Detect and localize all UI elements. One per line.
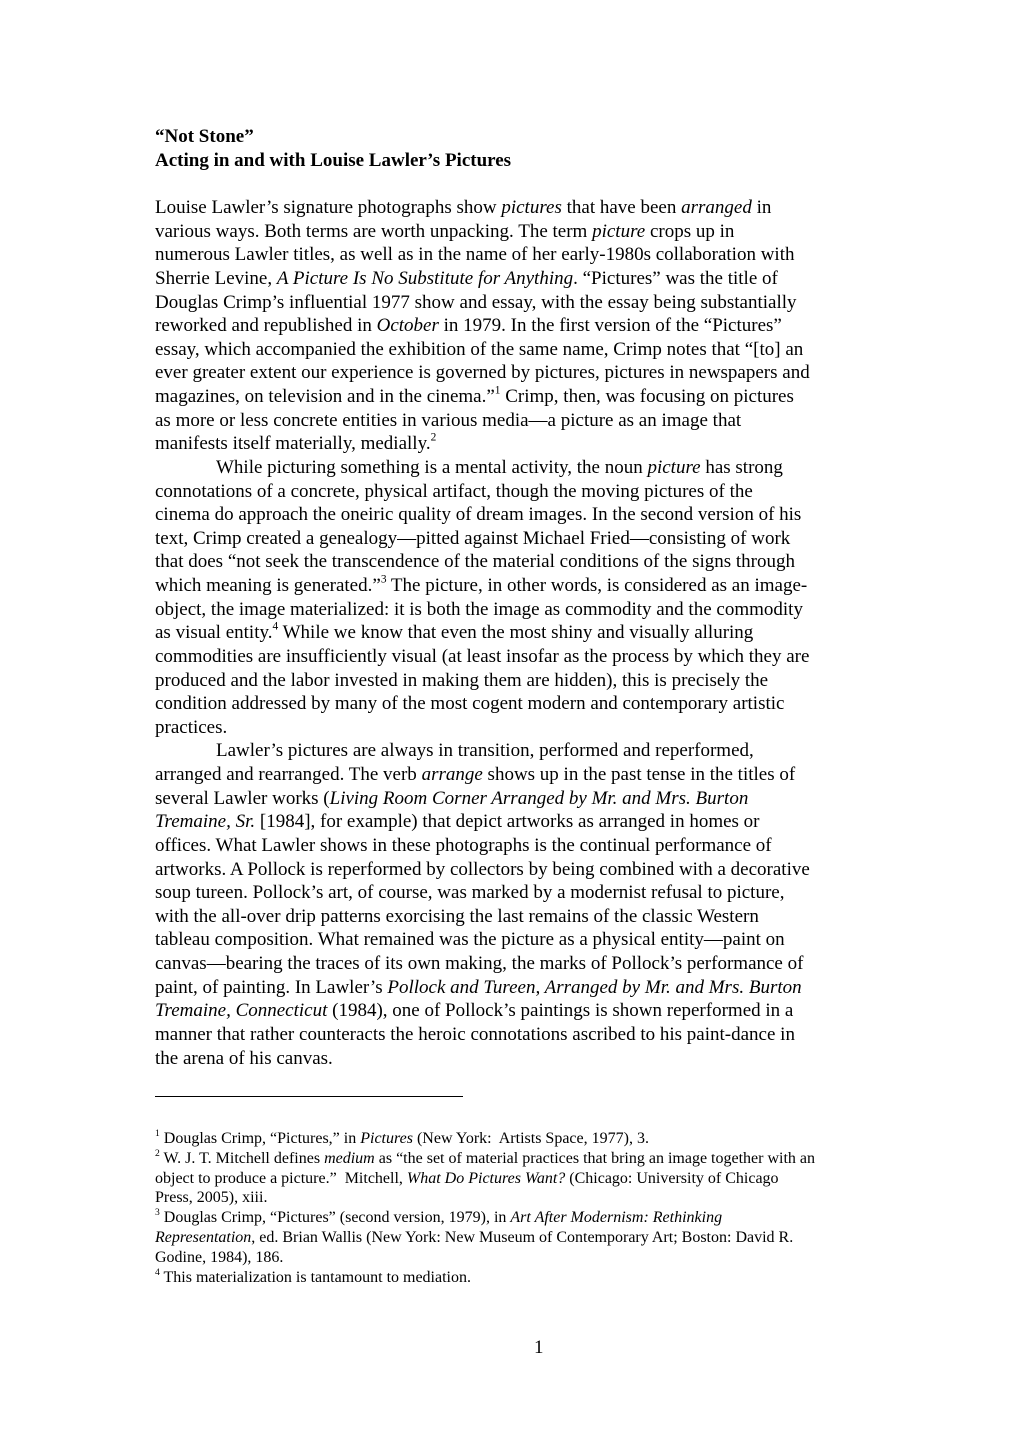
paragraph-line [155, 905, 875, 929]
text-run: condition addressed by many of the most cogent modern and contemporary artistic [155, 693, 785, 715]
text-run: essay, which accompanied the exhibition of the same name, Crimp notes that “[to] an [155, 338, 804, 360]
paragraph-line [155, 692, 875, 716]
text-run: connotations of a concrete, physical artifact, though the moving pictures of the [155, 480, 753, 502]
text-run: various ways. Both terms are worth unpacking. The term [155, 220, 593, 242]
paragraph-line [155, 220, 875, 244]
paragraph-line [155, 338, 875, 362]
paragraph-line [155, 503, 875, 527]
paragraph-line [155, 763, 875, 787]
paragraph-line [155, 409, 875, 433]
text-run: as more or less concrete entities in various media—a picture as an image that [155, 409, 742, 431]
text-run: produced and the labor invested in making them are hidden), this is precisely the [155, 669, 769, 691]
text-run: Lawler’s pictures are always in transition, performed and reperformed, [216, 740, 754, 762]
italic-text: arranged [681, 197, 752, 218]
text-run: , ed. Brian Wallis (New York: New Museum of Contemporary Art; Boston: David R. [251, 1228, 794, 1246]
text-run: in 1979. In the first version of the “Pictures” [438, 315, 782, 337]
paragraph-line [155, 858, 875, 882]
paragraph-line [155, 550, 875, 574]
document-title [155, 125, 511, 172]
text-run: Sherrie Levine, [155, 267, 277, 289]
paragraph-line [155, 574, 875, 598]
text-run: in [751, 197, 772, 218]
footnote-ref: 4 [155, 1266, 160, 1278]
text-run: that have been [561, 197, 682, 218]
footnote-ref: 1 [494, 384, 501, 397]
text-run: tableau composition. What remained was the picture as a physical entity—paint on [155, 929, 785, 951]
text-run: This materialization is tantamount to mediation. [159, 1268, 471, 1286]
italic-text: Living Room Corner Arranged by Mr. and Mrs. Burton [329, 787, 749, 809]
paragraph-line [155, 314, 875, 338]
italic-text: Tremaine, Connecticut [155, 1000, 328, 1022]
paragraph-line [155, 385, 875, 409]
text-run: text, Crimp created a genealogy—pitted against Michael Fried—consisting of work [155, 527, 791, 549]
text-run: several Lawler works ( [155, 787, 330, 809]
text-run: offices. What Lawler shows in these photographs is the continual performance of [155, 834, 772, 856]
paragraph-line [155, 716, 875, 740]
title-line-1: “Not Stone” [155, 126, 254, 147]
text-run: with the all-over drip patterns exorcising the last remains of the classic Western [155, 905, 759, 927]
text-run: artworks. A Pollock is reperformed by collectors by being combined with a decorative [155, 858, 810, 880]
text-run: (1984), one of Pollock’s paintings is shown reperformed in a [327, 1000, 794, 1022]
body-text [155, 196, 875, 1070]
text-run: the arena of his canvas. [155, 1047, 333, 1069]
footnote-ref: 3 [155, 1207, 160, 1218]
paragraph-line [155, 928, 875, 952]
text-run: object, the image materialized: it is both the image as commodity and the commodity [155, 598, 803, 620]
footnote-separator [155, 1096, 463, 1097]
paragraph-line [155, 810, 875, 834]
text-run: Press, 2005), xiii. [155, 1189, 268, 1207]
paragraph-line [155, 480, 875, 504]
text-run: While picturing something is a mental activity, the noun [216, 456, 648, 478]
text-run: arranged and rearranged. The verb [155, 764, 422, 785]
text-run: Douglas Crimp, “Pictures” (second version, 1979), in [159, 1209, 511, 1227]
footnote-line [155, 1188, 875, 1208]
footnote-line [155, 1169, 875, 1189]
paragraph-line [155, 645, 875, 669]
text-run: W. J. T. Mitchell defines [159, 1149, 325, 1167]
paragraph-line [155, 952, 875, 976]
paragraph-line [155, 196, 875, 220]
italic-text: October [376, 315, 439, 337]
footnote-ref: 3 [380, 573, 387, 586]
text-run: practices. [155, 716, 228, 738]
text-run: object to produce a picture.” Mitchell, [155, 1169, 407, 1187]
text-run: (New York: Artists Space, 1977), 3. [412, 1130, 649, 1147]
italic-text: Representation [155, 1228, 252, 1246]
footnote-line [155, 1268, 875, 1288]
text-run: manifests itself materially, medially. [155, 433, 431, 455]
text-run: that does “not seek the transcendence of the material conditions of the signs through [155, 551, 796, 573]
paragraph-line [155, 1047, 875, 1071]
paragraph-line [155, 881, 875, 905]
text-run: (Chicago: University of Chicago [565, 1169, 779, 1187]
italic-text: Pictures [360, 1130, 413, 1147]
paragraph-line [155, 621, 875, 645]
footnote-ref: 1 [155, 1127, 160, 1139]
text-run: magazines, on television and in the cinema.” [155, 386, 495, 407]
text-run: as visual entity. [155, 622, 273, 644]
italic-text: A Picture Is No Substitute for Anything [276, 267, 574, 289]
paragraph-line [155, 527, 875, 551]
text-run: which meaning is generated.” [155, 575, 381, 596]
text-run: paint, of painting. In Lawler’s [155, 976, 388, 998]
paragraph-line [155, 291, 875, 315]
paragraph-line [155, 598, 875, 622]
text-run: ever greater extent our experience is governed by pictures, pictures in newspapers and [155, 362, 810, 384]
italic-text: picture [647, 456, 701, 478]
text-run: Crimp, then, was focusing on pictures [500, 386, 794, 407]
paragraph-line [155, 456, 875, 480]
paragraph-line [155, 1023, 875, 1047]
text-run: reworked and republished in [155, 315, 377, 337]
footnote-ref: 4 [272, 620, 279, 633]
italic-text: medium [324, 1149, 375, 1167]
italic-text: Art After Modernism: Rethinking [510, 1209, 723, 1227]
footnote-line [155, 1129, 875, 1149]
text-run: Godine, 1984), 186. [155, 1248, 284, 1266]
text-run: Douglas Crimp’s influential 1977 show and essay, with the essay being substantially [155, 291, 797, 313]
footnote-line [155, 1228, 875, 1248]
paragraph-line [155, 361, 875, 385]
text-run: [1984], for example) that depict artworks as arranged in homes or [255, 811, 760, 833]
text-run: numerous Lawler titles, as well as in the name of her early-1980s collaboration with [155, 244, 795, 266]
footnote-line [155, 1248, 875, 1268]
italic-text: arrange [421, 764, 483, 785]
footnote-ref: 2 [155, 1147, 160, 1159]
paragraph-line [155, 243, 875, 267]
footnote-line [155, 1149, 875, 1169]
text-run: Louise Lawler’s signature photographs show [155, 197, 502, 218]
italic-text: What Do Pictures Want? [406, 1169, 566, 1187]
text-run: Douglas Crimp, “Pictures,” in [159, 1130, 361, 1147]
text-run: . “Pictures” was the title of [573, 267, 778, 289]
italic-text: Tremaine, Sr. [155, 811, 256, 833]
text-run: cinema do approach the oneiric quality of dream images. In the second version of his [155, 504, 802, 526]
footnote-ref: 2 [430, 431, 437, 444]
paragraph-line [155, 787, 875, 811]
paragraph-line [155, 669, 875, 693]
text-run: has strong [700, 456, 783, 478]
italic-text: picture [592, 220, 646, 242]
italic-text: Pollock and Tureen, Arranged by Mr. and Mrs. Burton [387, 976, 802, 998]
paragraph-line [155, 267, 875, 291]
footnotes [155, 1129, 875, 1287]
text-run: canvas—bearing the traces of its own making, the marks of Pollock’s performance of [155, 953, 804, 974]
text-run: The picture, in other words, is considered as an image- [386, 575, 808, 596]
paragraph-line [155, 976, 875, 1000]
text-run: crops up in [645, 220, 735, 242]
text-run: as “the set of material practices that bring an image together with an [374, 1149, 816, 1167]
page-number: 1 [534, 1337, 544, 1358]
text-run: While we know that even the most shiny and visually alluring [278, 622, 754, 644]
title-line-2: Acting in and with Louise Lawler’s Pictures [155, 149, 512, 171]
paragraph-line [155, 999, 875, 1023]
footnote-line [155, 1208, 875, 1228]
italic-text: pictures [501, 197, 562, 218]
text-run: shows up in the past tense in the titles of [482, 764, 796, 785]
text-run: soup tureen. Pollock’s art, of course, was marked by a modernist refusal to picture, [155, 882, 785, 904]
paragraph-line [155, 834, 875, 858]
text-run: manner that rather counteracts the heroic connotations ascribed to his paint-dance in [155, 1023, 795, 1045]
paragraph-line [155, 432, 875, 456]
paragraph-line [155, 739, 875, 763]
text-run: commodities are insufficiently visual (at least insofar as the process by which they are [155, 645, 810, 667]
